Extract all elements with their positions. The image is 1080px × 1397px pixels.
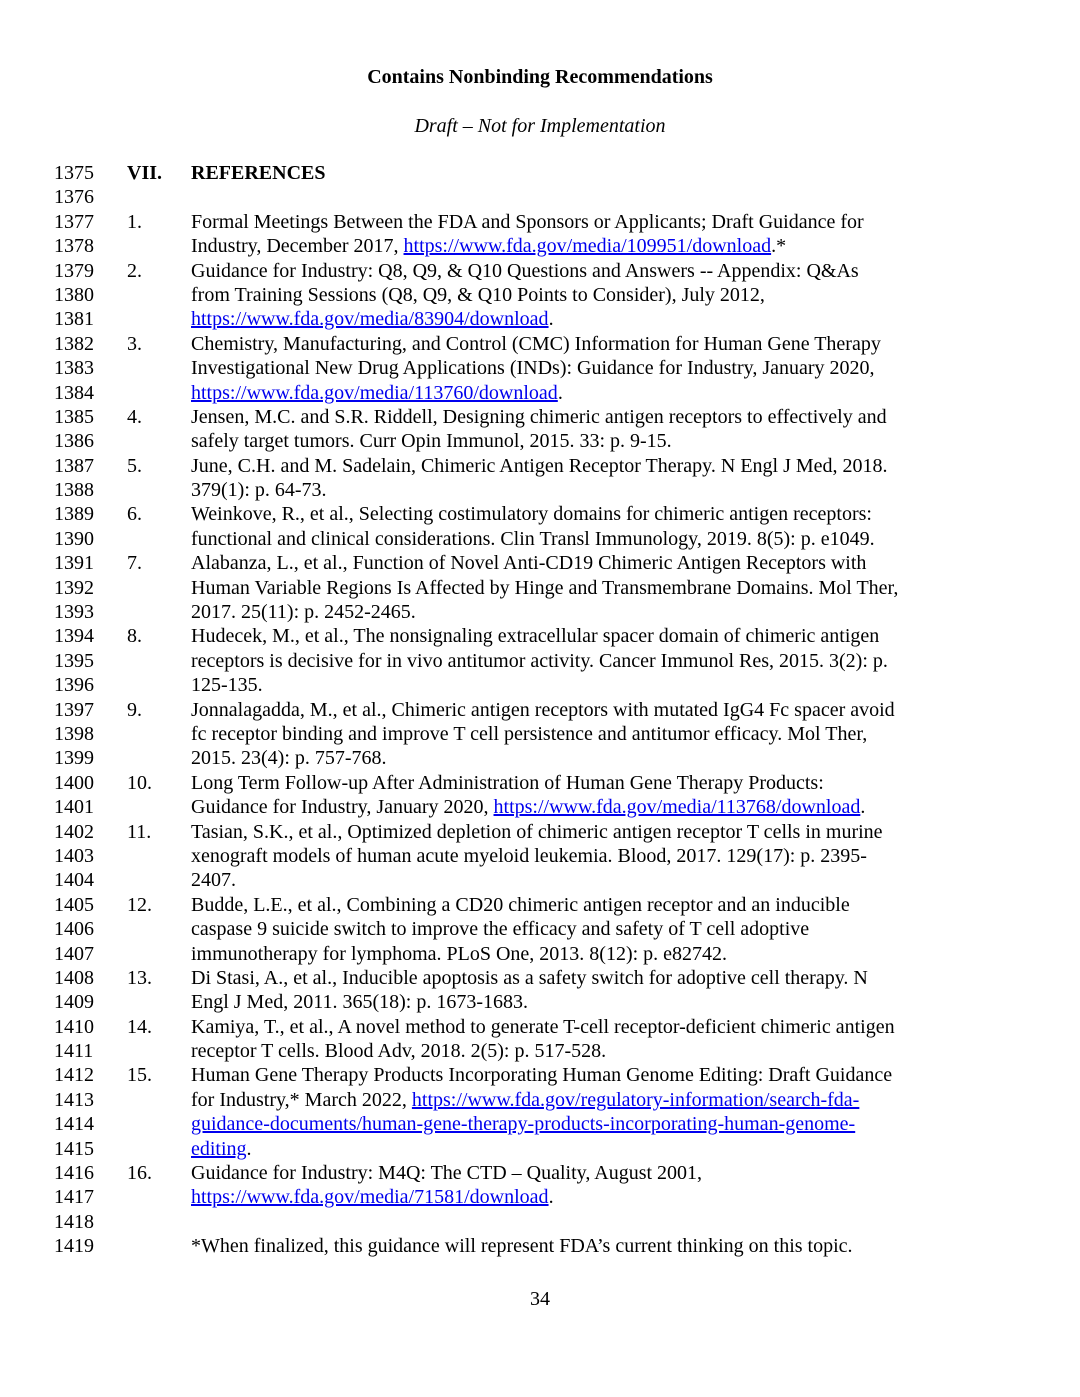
text-segment: June, C.H. and M. Sadelain, Chimeric Antigen Receptor Therapy. N Engl J Med, 2018.: [191, 454, 888, 477]
line-number: 1378: [54, 235, 94, 258]
text-segment: *When finalized, this guidance will represent FDA’s current thinking on this topic.: [191, 1235, 853, 1258]
line-text: [191, 405, 887, 429]
document-line: [0, 502, 1080, 526]
line-text: [191, 649, 888, 673]
reference-link[interactable]: https://www.fda.gov/media/83904/download: [191, 308, 549, 331]
line-text: [191, 990, 528, 1014]
line-number: 1393: [54, 601, 94, 624]
line-text: [191, 429, 672, 453]
text-segment: Budde, L.E., et al., Combining a CD20 chimeric antigen receptor and an inducible: [191, 893, 850, 916]
line-text: [191, 356, 875, 380]
text-segment: .: [548, 308, 554, 331]
text-segment: .*: [771, 235, 787, 258]
line-number: 1397: [54, 698, 94, 721]
document-line: [0, 820, 1080, 844]
reference-number: 14.: [127, 1015, 152, 1038]
document-line: [0, 1063, 1080, 1087]
reference-number: 7.: [127, 552, 142, 575]
text-segment: Engl J Med, 2011. 365(18): p. 1673-1683.: [191, 991, 529, 1014]
text-segment: Chemistry, Manufacturing, and Control (CMC) Information for Human Gene Therapy: [191, 332, 881, 355]
text-segment: Formal Meetings Between the FDA and Sponsors or Applicants; Draft Guidance for: [191, 210, 864, 233]
line-number: 1409: [54, 991, 94, 1014]
line-text: [191, 1088, 859, 1112]
document-line: [0, 234, 1080, 258]
line-number: 1405: [54, 893, 94, 916]
document-line: [0, 576, 1080, 600]
line-number: 1379: [54, 259, 94, 282]
text-segment: Long Term Follow-up After Administration of Human Gene Therapy Products:: [191, 771, 824, 794]
line-number: 1381: [54, 308, 94, 331]
document-line: [0, 673, 1080, 697]
text-segment: .: [246, 1137, 252, 1160]
line-text: [191, 1137, 252, 1161]
reference-link[interactable]: https://www.fda.gov/media/71581/download: [191, 1186, 549, 1209]
line-text: [191, 1015, 895, 1039]
line-number: 1391: [54, 552, 94, 575]
text-segment: Investigational New Drug Applications (INDs): Guidance for Industry, January 2020,: [191, 357, 875, 380]
document-line: [0, 405, 1080, 429]
document-line: [0, 698, 1080, 722]
line-text: [191, 551, 866, 575]
text-segment: 2015. 23(4): p. 757-768.: [191, 747, 387, 770]
section-heading: [191, 161, 325, 185]
line-number: 1411: [54, 1040, 94, 1063]
line-number: 1404: [54, 869, 94, 892]
reference-number: 12.: [127, 893, 152, 916]
text-segment: Human Gene Therapy Products Incorporating Human Genome Editing: Draft Guidance: [191, 1064, 893, 1087]
document-line: [0, 868, 1080, 892]
document-line: [0, 332, 1080, 356]
text-segment: Weinkove, R., et al., Selecting costimulatory domains for chimeric antigen receptors:: [191, 503, 872, 526]
text-segment: Industry, December 2017,: [191, 235, 404, 258]
reference-number: 2.: [127, 259, 142, 282]
document-line: [0, 1088, 1080, 1112]
reference-number: 8.: [127, 625, 142, 648]
line-number: 1410: [54, 1015, 94, 1038]
document-line: [0, 1137, 1080, 1161]
text-segment: functional and clinical considerations. Clin Transl Immunology, 2019. 8(5): p. e1049.: [191, 527, 875, 550]
line-text: [191, 454, 888, 478]
line-number: 1384: [54, 381, 94, 404]
document-line: [0, 624, 1080, 648]
line-text: [191, 868, 236, 892]
reference-link[interactable]: https://www.fda.gov/media/113760/download: [191, 381, 558, 404]
line-number: 1375: [54, 162, 94, 184]
line-number: 1395: [54, 649, 94, 672]
line-number: 1413: [54, 1088, 94, 1111]
line-number: 1383: [54, 357, 94, 380]
page-number: 34: [530, 1288, 550, 1310]
document-line: [0, 1185, 1080, 1209]
line-text: [191, 966, 868, 990]
text-segment: Human Variable Regions Is Affected by Hinge and Transmembrane Domains. Mol Ther,: [191, 576, 899, 599]
line-text: [191, 600, 416, 624]
document-line: [0, 527, 1080, 551]
document-line: [0, 942, 1080, 966]
line-text: [191, 624, 879, 648]
line-number: 1385: [54, 405, 94, 428]
document-line: [0, 1234, 1080, 1258]
reference-link[interactable]: https://www.fda.gov/regulatory-information/search-fda-: [411, 1088, 860, 1111]
line-number: 1387: [54, 454, 94, 477]
line-text: [191, 527, 875, 551]
line-number: 1392: [54, 576, 94, 599]
reference-number: 3.: [127, 332, 142, 355]
line-text: [191, 917, 809, 941]
document-line: [0, 356, 1080, 380]
reference-number: 13.: [127, 966, 152, 989]
line-number: 1403: [54, 844, 94, 867]
line-text: [191, 820, 883, 844]
document-line: [0, 746, 1080, 770]
line-text: [191, 746, 387, 770]
line-number: 1390: [54, 527, 94, 550]
line-number: 1376: [54, 186, 94, 209]
text-segment: for Industry,* March 2022,: [191, 1088, 412, 1111]
line-text: [191, 1039, 606, 1063]
document-line: [0, 771, 1080, 795]
text-segment: receptor T cells. Blood Adv, 2018. 2(5): p. 517-528.: [191, 1040, 607, 1063]
document-line: [0, 478, 1080, 502]
text-segment: Di Stasi, A., et al., Inducible apoptosis as a safety switch for adoptive cell therapy. N: [191, 966, 868, 989]
line-text: [191, 502, 872, 526]
reference-number: 16.: [127, 1162, 152, 1185]
document-line: [0, 283, 1080, 307]
document-line: [0, 795, 1080, 819]
line-text: [191, 234, 786, 258]
line-number: 1380: [54, 283, 94, 306]
text-segment: from Training Sessions (Q8, Q9, & Q10 Points to Consider), July 2012,: [191, 283, 765, 306]
text-segment: safely target tumors. Curr Opin Immunol, 2015. 33: p. 9-15.: [191, 430, 672, 453]
text-segment: 2017. 25(11): p. 2452-2465.: [191, 601, 416, 624]
document-line: [0, 307, 1080, 331]
section-number: VII.: [127, 162, 163, 184]
reference-link[interactable]: editing: [191, 1137, 247, 1160]
text-segment: 2407.: [191, 869, 236, 892]
line-number: 1377: [54, 210, 94, 233]
line-number: 1407: [54, 942, 94, 965]
line-text: [191, 1234, 853, 1258]
line-text: [191, 893, 850, 917]
line-number: 1418: [54, 1210, 94, 1233]
text-segment: receptors is decisive for in vivo antitumor activity. Cancer Immunol Res, 2015. 3(2): p.: [191, 649, 888, 672]
text-segment: Guidance for Industry: M4Q: The CTD – Quality, August 2001,: [191, 1162, 703, 1185]
line-text: [191, 722, 867, 746]
reference-number: 11.: [127, 820, 152, 843]
line-text: [191, 307, 554, 331]
text-segment: .: [860, 796, 866, 819]
document-line: [0, 649, 1080, 673]
document-line: [0, 210, 1080, 234]
document-line: [0, 161, 1080, 185]
reference-number: 10.: [127, 771, 152, 794]
text-segment: REFERENCES: [191, 162, 326, 184]
line-text: [191, 844, 867, 868]
text-segment: xenograft models of human acute myeloid leukemia. Blood, 2017. 129(17): p. 2395-: [191, 844, 867, 867]
document-line: [0, 1039, 1080, 1063]
document-line: [0, 1112, 1080, 1136]
reference-number: 15.: [127, 1064, 152, 1087]
text-segment: Alabanza, L., et al., Function of Novel Anti-CD19 Chimeric Antigen Receptors with: [191, 552, 867, 575]
line-number: 1386: [54, 430, 94, 453]
text-segment: Kamiya, T., et al., A novel method to generate T-cell receptor-deficient chimeric antigen: [191, 1015, 895, 1038]
header-title: Contains Nonbinding Recommendations: [367, 66, 713, 88]
reference-number: 9.: [127, 698, 142, 721]
line-text: [191, 673, 263, 697]
line-number: 1398: [54, 722, 94, 745]
text-segment: immunotherapy for lymphoma. PLoS One, 2013. 8(12): p. e82742.: [191, 942, 728, 965]
line-text: [191, 332, 881, 356]
text-segment: .: [548, 1186, 554, 1209]
reference-number: 5.: [127, 454, 142, 477]
document-line: [0, 893, 1080, 917]
line-text: [191, 283, 765, 307]
line-number: 1419: [54, 1235, 94, 1258]
reference-number: 1.: [127, 210, 142, 233]
document-line: [0, 454, 1080, 478]
reference-link[interactable]: https://www.fda.gov/media/109951/download: [403, 235, 772, 258]
line-text: [191, 795, 865, 819]
line-number: 1415: [54, 1137, 94, 1160]
reference-number: 6.: [127, 503, 142, 526]
document-line: [0, 966, 1080, 990]
line-text: [191, 478, 327, 502]
line-number: 1412: [54, 1064, 94, 1087]
line-number: 1406: [54, 918, 94, 941]
text-segment: Jensen, M.C. and S.R. Riddell, Designing chimeric antigen receptors to effectively and: [191, 405, 887, 428]
document-line: [0, 844, 1080, 868]
text-segment: fc receptor binding and improve T cell persistence and antitumor efficacy. Mol Ther,: [191, 722, 868, 745]
line-number: 1388: [54, 479, 94, 502]
line-text: [191, 381, 563, 405]
header-subtitle: Draft – Not for Implementation: [414, 115, 666, 137]
document-line: [0, 1210, 1080, 1234]
line-text: [191, 1161, 702, 1185]
text-segment: 379(1): p. 64-73.: [191, 479, 327, 502]
line-number: 1399: [54, 747, 94, 770]
line-text: [191, 576, 898, 600]
reference-link[interactable]: guidance-documents/human-gene-therapy-products-incorporating-human-genome-: [191, 1113, 856, 1136]
line-number: 1408: [54, 966, 94, 989]
text-segment: Tasian, S.K., et al., Optimized depletion of chimeric antigen receptor T cells in murine: [191, 820, 883, 843]
document-line: [0, 600, 1080, 624]
document-line: [0, 185, 1080, 209]
line-number: 1382: [54, 332, 94, 355]
line-text: [191, 1112, 855, 1136]
references-section: [0, 161, 1080, 1259]
line-text: [191, 1063, 892, 1087]
line-number: 1394: [54, 625, 94, 648]
document-line: [0, 722, 1080, 746]
text-segment: Guidance for Industry, January 2020,: [191, 796, 494, 819]
text-segment: 125-135.: [191, 674, 263, 697]
document-line: [0, 990, 1080, 1014]
line-number: 1414: [54, 1113, 94, 1136]
text-segment: Hudecek, M., et al., The nonsignaling extracellular spacer domain of chimeric antigen: [191, 625, 880, 648]
document-line: [0, 917, 1080, 941]
line-number: 1416: [54, 1162, 94, 1185]
line-number: 1396: [54, 674, 94, 697]
text-segment: .: [557, 381, 563, 404]
line-text: [191, 942, 727, 966]
line-text: [191, 1185, 554, 1209]
text-segment: Guidance for Industry: Q8, Q9, & Q10 Questions and Answers -- Appendix: Q&As: [191, 259, 859, 282]
line-text: [191, 210, 864, 234]
line-text: [191, 259, 859, 283]
reference-number: 4.: [127, 405, 142, 428]
line-text: [191, 698, 895, 722]
document-line: [0, 1015, 1080, 1039]
text-segment: Jonnalagadda, M., et al., Chimeric antigen receptors with mutated IgG4 Fc spacer avoid: [191, 698, 895, 721]
text-segment: caspase 9 suicide switch to improve the efficacy and safety of T cell adoptive: [191, 918, 810, 941]
line-number: 1417: [54, 1186, 94, 1209]
document-line: [0, 259, 1080, 283]
reference-link[interactable]: https://www.fda.gov/media/113768/download: [493, 796, 861, 819]
line-number: 1400: [54, 771, 94, 794]
line-number: 1402: [54, 820, 94, 843]
line-text: [191, 771, 824, 795]
line-number: 1389: [54, 503, 94, 526]
document-line: [0, 1161, 1080, 1185]
document-line: [0, 429, 1080, 453]
document-line: [0, 551, 1080, 575]
document-line: [0, 381, 1080, 405]
line-number: 1401: [54, 796, 94, 819]
